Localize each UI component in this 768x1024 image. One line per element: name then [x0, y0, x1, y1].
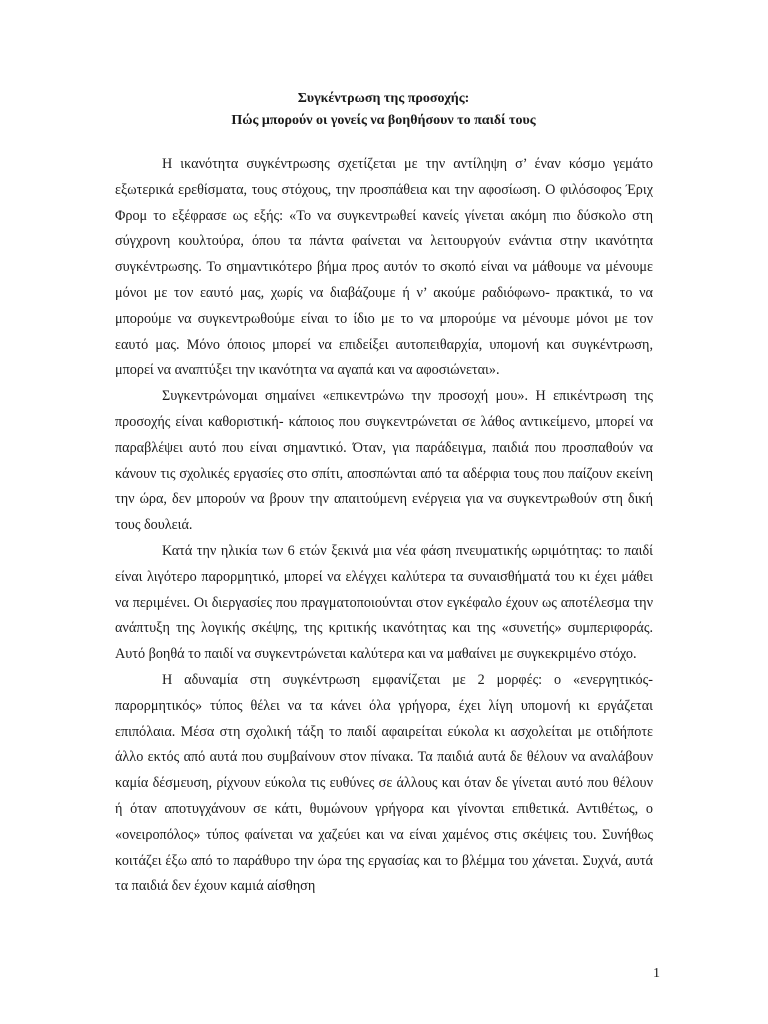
document-title — [110, 88, 657, 132]
paragraph-4: Η αδυναμία στη συγκέντρωση εμφανίζεται με 2 μορφές: ο «ενεργητικός-παρορμητικός» τύπος θέλει να τα κάνει όλα γρήγορα, έχει λίγη υπομονή κι εργάζεται επιπόλαια. Μέσα στη σχολική τάξη το παιδί αφαιρείται εύκολα κι ασχολείται με οτιδήποτε άλλο εκτός από αυτά που συμβαίνουν στον πίνακα. Τα παιδιά αυτά δε θέλουν να αναλάβουν καμία δέσμευση, ρίχνουν εύκολα τις ευθύνες σε άλλους και όταν δε γίνεται αυτό που θέλουν ή όταν αποτυγχάνουν σε κάτι, θυμώνουν γρήγορα και γίνονται επιθετικά. Αντιθέτως, ο «ονειροπόλος» τύπος φαίνεται να χαζεύει και να είναι χαμένος στις σκέψεις του. Συνήθως κοιτάζει έξω από το παράθυρο την ώρα της εργασίας και το βλέμμα του χάνεται. Συχνά, αυτά τα παιδιά δεν έχουν καμιά αίσθηση — [115, 671, 653, 895]
paragraph-1: Η ικανότητα συγκέντρωσης σχετίζεται με την αντίληψη σ’ έναν κόσμο γεμάτο εξωτερικά ερεθίσματα, τους στόχους, την προσπάθεια και την αφοσίωση. Ο φιλόσοφος Έριχ Φρομ το εξέφρασε ως εξής: «Το να συγκεντρωθεί κανείς γίνεται ακόμη πιο δύσκολο στη σύγχρονη κουλτούρα, όπου τα πάντα φαίνεται να λειτουργούν ενάντια στην ικανότητα συγκέντρωσης. Το σημαντικότερο βήμα προς αυτόν το σκοπό είναι να μάθουμε να μένουμε μόνοι με τον εαυτό μας, χωρίς να διαβάζουμε ή ν’ ακούμε ραδιόφωνο- πρακτικά, το να μπορούμε να συγκεντρωθούμε είναι το ίδιο με το να μπορούμε να μένουμε μόνοι με τον εαυτό μας. Μόνο όποιος μπορεί να επιδείξει αυτοπειθαρχία, υπομονή και συγκέντρωση, μπορεί να αναπτύξει την ικανότητα να αγαπά και να αφοσιώνεται». — [115, 156, 653, 379]
paragraph-3: Κατά την ηλικία των 6 ετών ξεκινά μια νέα φάση πνευματικής ωριμότητας: το παιδί είναι λιγότερο παρορμητικό, μπορεί να ελέγχει καλύτερα τα συναισθήματά του κι έχει μάθει να περιμένει. Οι διεργασίες που πραγματοποιούνται στον εγκέφαλο έχουν ως αποτέλεσμα την ανάπτυξη της λογικής σκέψης, της κριτικής ικανότητας και της «συνετής» συμπεριφοράς. Αυτό βοηθά το παιδί να συγκεντρώνεται καλύτερα και να μαθαίνει με συγκεκριμένο στόχο. — [115, 542, 653, 663]
title-line-2: Πώς μπορούν οι γονείς να βοηθήσουν το παιδί τους — [231, 113, 536, 128]
paragraph-2: Συγκεντρώνομαι σημαίνει «επικεντρώνω την προσοχή μου». Η επικέντρωση της προσοχής είναι καθοριστική- κάποιος που συγκεντρώνεται σε λάθος αντικείμενο, μπορεί να παραβλέψει αυτό που είναι σημαντικό. Όταν, για παράδειγμα, παιδιά που προσπαθούν να κάνουν τις σχολικές εργασίες στο σπίτι, αποσπώνται από τα αδέρφια τους που παίζουν εκείνη την ώρα, δεν μπορούν να βρουν την απαιτούμενη ενέργεια για να συγκεντρωθούν στη δική τους δουλειά. — [115, 388, 653, 534]
document-body — [115, 152, 653, 900]
title-line-1: Συγκέντρωση της προσοχής: — [297, 91, 470, 106]
page-number: 1 — [653, 966, 660, 981]
